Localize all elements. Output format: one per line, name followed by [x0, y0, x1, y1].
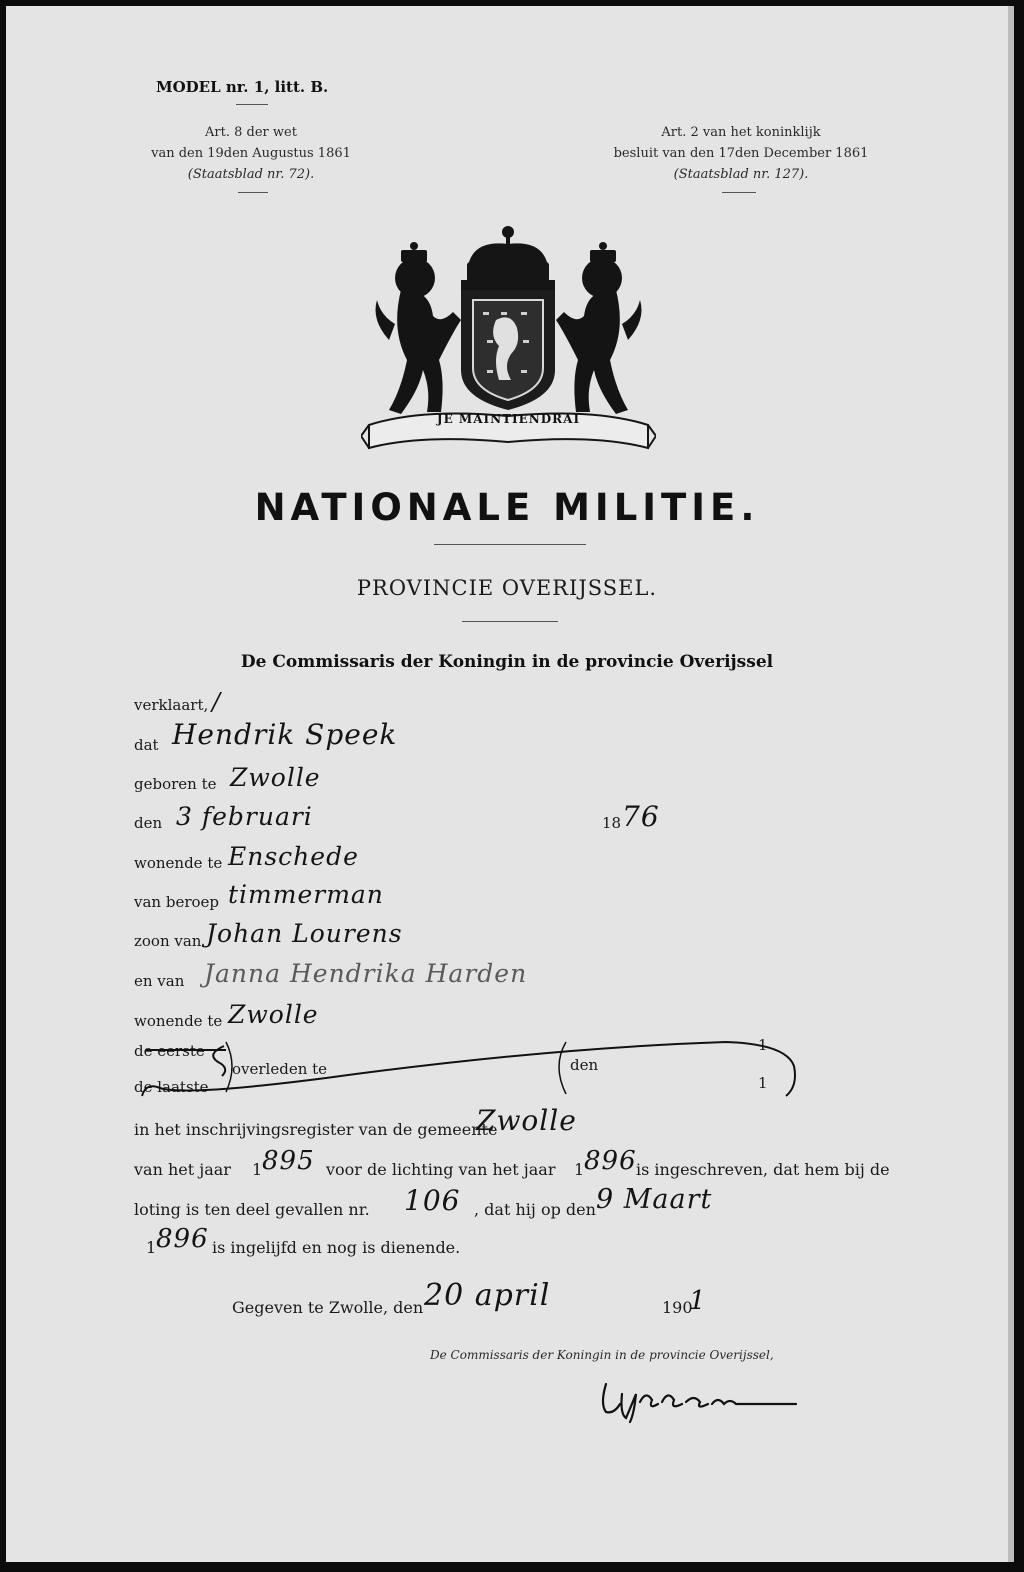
birth-year-prefix: 18 — [602, 814, 622, 832]
residence-value: Enschede — [228, 842, 359, 871]
divider — [722, 192, 756, 193]
coat-of-arms-emblem — [361, 220, 656, 465]
birth-year-value: 76 — [622, 800, 660, 833]
levy-year-value: 896 — [584, 1146, 637, 1176]
deceased-date-label: den — [570, 1056, 599, 1074]
decree-reference-right: Art. 2 van het koninklijk besluit van den 17den December 1861 (Staatsblad nr. 127). — [613, 125, 869, 182]
law-reference-left: Art. 8 der wet van den 19den Augustus 1861 (Staatsblad nr. 72). — [151, 125, 351, 182]
model-number: MODEL nr. 1, litt. B. — [156, 78, 329, 96]
handwritten-mark: / — [212, 688, 222, 716]
birthdate-label: den — [134, 814, 163, 832]
document-title: NATIONALE MILITIE. — [254, 486, 760, 529]
divider — [434, 544, 586, 545]
enlistment-date-value: 9 Maart — [596, 1184, 713, 1215]
occupation-label: van beroep — [134, 893, 220, 911]
lot-label: loting is ten deel gevallen nr. — [134, 1200, 370, 1219]
name-label: dat — [134, 736, 159, 754]
declarant-heading: De Commissaris der Koningin in de provincie Overijssel — [240, 652, 774, 672]
last-parent-option: de laatste — [134, 1078, 209, 1096]
levy-year-label: voor de lichting van het jaar — [326, 1160, 556, 1179]
strike-through-flourish — [126, 1036, 806, 1106]
first-parent-option: de eerste — [134, 1042, 205, 1060]
registration-year-label: van het jaar — [134, 1160, 231, 1179]
registration-year-prefix: 1 — [252, 1160, 263, 1179]
municipality-value: Zwolle — [476, 1104, 577, 1137]
issued-year-value: 1 — [689, 1286, 707, 1316]
birthdate-value: 3 februari — [176, 802, 313, 831]
province-heading: PROVINCIE OVERIJSSEL. — [356, 576, 658, 600]
father-label: zoon van — [134, 932, 202, 950]
divider — [236, 104, 268, 105]
serving-sentence: is ingelijfd en nog is dienende. — [212, 1238, 461, 1257]
issued-year-prefix: 190 — [662, 1298, 693, 1317]
crest-motto: JE MAINTIENDRAI — [436, 412, 581, 426]
handwritten-signature — [596, 1374, 806, 1424]
divider — [462, 621, 558, 622]
occupation-value: timmerman — [228, 880, 384, 909]
registration-year-value: 895 — [262, 1146, 315, 1176]
document-page — [6, 6, 1014, 1562]
issued-date-value: 20 april — [424, 1278, 551, 1313]
footnote-mark-1: 1 — [758, 1036, 768, 1054]
issued-label: Gegeven te Zwolle, den — [232, 1298, 424, 1317]
enlistment-year-prefix: 1 — [146, 1238, 157, 1257]
residence-label: wonende te — [134, 854, 223, 872]
parents-residence-label: wonende te — [134, 1012, 223, 1030]
born-label: geboren te — [134, 775, 217, 793]
parents-residence-value: Zwolle — [228, 1000, 319, 1029]
birthplace-value: Zwolle — [230, 763, 321, 792]
mother-label: en van — [134, 972, 185, 990]
enlistment-date-label: , dat hij op den — [474, 1200, 596, 1219]
enlistment-year-value: 896 — [156, 1224, 209, 1254]
register-sentence: in het inschrijvingsregister van de gemeente — [134, 1120, 498, 1139]
signatory-title: De Commissaris der Koningin in de provincie Overijssel, — [430, 1348, 774, 1362]
lot-number-value: 106 — [404, 1184, 461, 1217]
levy-year-prefix: 1 — [574, 1160, 585, 1179]
mother-value: Janna Hendrika Harden — [204, 959, 528, 988]
name-value: Hendrik Speek — [172, 718, 398, 751]
footnote-mark-2: 1 — [758, 1074, 768, 1092]
registered-sentence: is ingeschreven, dat hem bij de — [636, 1160, 890, 1179]
father-value: Johan Lourens — [206, 919, 403, 948]
divider — [238, 192, 268, 193]
verklaart-label: verklaart, — [134, 696, 209, 714]
deceased-at-label: overleden te — [232, 1060, 328, 1078]
